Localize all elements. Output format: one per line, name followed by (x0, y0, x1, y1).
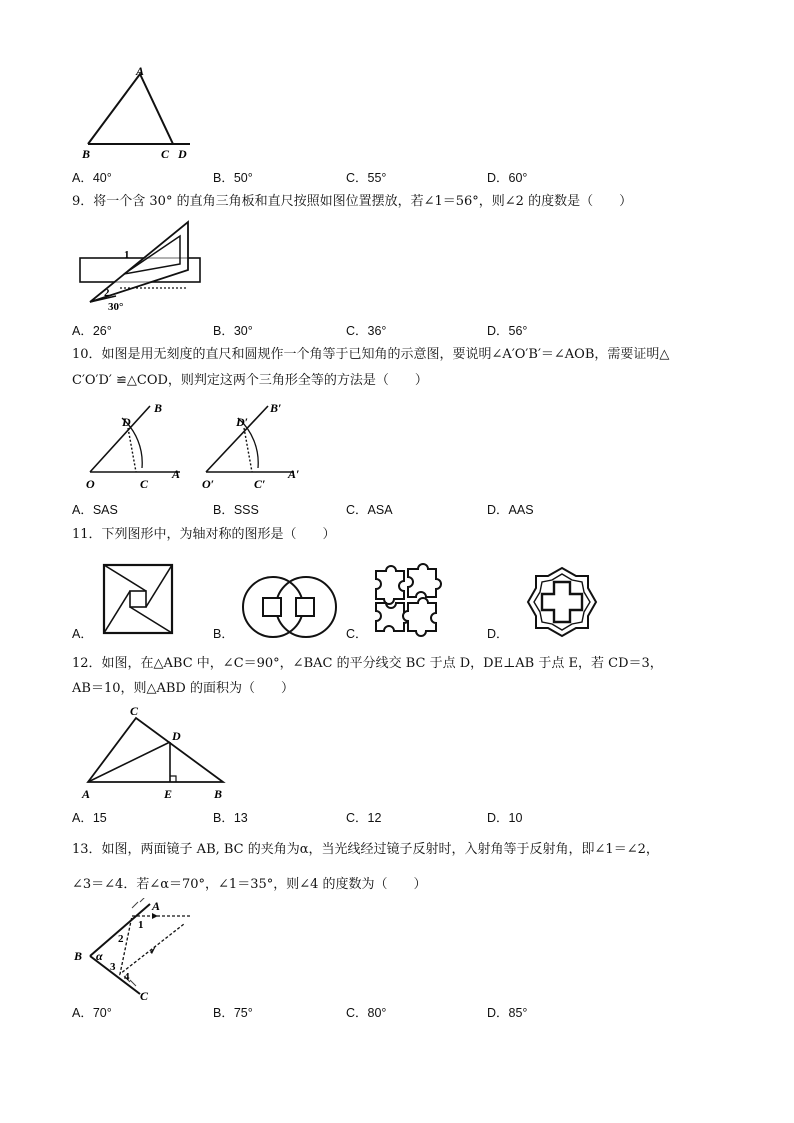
q10-label-A-prime: A′ (288, 467, 300, 481)
q11-stem: 11．下列图形中，为轴对称的图形是（ ） (72, 527, 336, 542)
q13-option-c[interactable]: C．80° (346, 1006, 387, 1020)
q11-option-d[interactable]: D． (487, 627, 509, 641)
q13-label-C: C (140, 989, 149, 1002)
q13-angle-1: 1 (138, 919, 144, 931)
q11-option-b[interactable]: B． (213, 627, 234, 641)
q10-figure-left (80, 398, 185, 494)
q13-label-A: A (152, 899, 161, 913)
q11-option-c[interactable]: C． (346, 627, 368, 641)
q11-option-a[interactable]: A． (72, 627, 93, 641)
q8-label-A: A (136, 64, 145, 78)
q12-label-E: E (164, 787, 173, 800)
q12-label-C: C (130, 704, 139, 718)
q10-stem-line2: C′O′D′ ≌△COD，则判定这两个三角形全等的方法是（ ） (72, 373, 428, 388)
q12-option-c[interactable]: C．12 (346, 811, 382, 825)
q10-label-D-prime: D′ (236, 415, 249, 429)
q13-stem-line1: 13．如图，两面镜子 AB, BC 的夹角为α，当光线经过镜子反射时，入射角等于反射角，即∠1＝∠2， (72, 842, 659, 857)
q11-figure-a-pinwheel-square (102, 563, 174, 635)
q9-option-b[interactable]: B．30° (213, 324, 253, 338)
q9-label-30: 30° (108, 301, 124, 313)
q10-label-C: C (140, 477, 149, 491)
q13-angle-2: 2 (118, 933, 124, 945)
q13-label-B: B (74, 949, 83, 963)
q10-label-D: D (122, 415, 131, 429)
q8-option-b[interactable]: B．50° (213, 171, 253, 185)
q13-option-a[interactable]: A．70° (72, 1006, 112, 1020)
q9-angle-1: 1 (124, 249, 130, 261)
q9-option-c[interactable]: C．36° (346, 324, 387, 338)
q11-figure-c-puzzle-pieces (370, 563, 444, 637)
q12-option-b[interactable]: B．13 (213, 811, 248, 825)
q9-triangle-ruler-figure (76, 218, 206, 316)
q8-label-C: C (161, 147, 170, 161)
q9-stem: 9．将一个含 30° 的直角三角板和直尺按照如图位置摆放，若∠1＝56°，则∠2 的度数是（ ） (72, 194, 633, 209)
q12-stem-line2: AB＝10，则△ABD 的面积为（ ） (72, 681, 294, 696)
q11-figure-b-two-coins (240, 573, 340, 641)
q9-option-d[interactable]: D．56° (487, 324, 528, 338)
q10-option-c[interactable]: C．ASA (346, 503, 393, 517)
q12-label-A: A (82, 787, 91, 800)
q13-option-d[interactable]: D．85° (487, 1006, 528, 1020)
q10-stem-line1: 10．如图是用无刻度的直尺和圆规作一个角等于已知角的示意图，要说明∠A′O′B′＝∠AOB，需要证明△ (72, 347, 670, 362)
q11-figure-d-cross-badge (526, 566, 598, 638)
q9-option-a[interactable]: A．26° (72, 324, 112, 338)
q8-triangle-figure (78, 62, 198, 162)
q8-option-d[interactable]: D．60° (487, 171, 528, 185)
q12-option-d[interactable]: D．10 (487, 811, 523, 825)
q13-option-b[interactable]: B．75° (213, 1006, 253, 1020)
q10-option-b[interactable]: B．SSS (213, 503, 259, 517)
q10-label-O-prime: O′ (202, 477, 215, 491)
q12-triangle-figure (78, 704, 228, 800)
q13-angle-4: 4 (124, 971, 130, 983)
q13-stem-line2: ∠3＝∠4．若∠α＝70°，∠1＝35°，则∠4 的度数为（ ） (72, 877, 427, 892)
q10-option-d[interactable]: D．AAS (487, 503, 534, 517)
q12-label-D: D (172, 729, 181, 743)
q12-label-B: B (214, 787, 223, 800)
q13-angle-3: 3 (110, 961, 116, 973)
q8-option-c[interactable]: C．55° (346, 171, 387, 185)
q8-label-D: D (178, 147, 187, 161)
q8-option-a[interactable]: A．40° (72, 171, 112, 185)
q8-label-B: B (82, 147, 91, 161)
q12-stem-line1: 12．如图，在△ABC 中，∠C＝90°，∠BAC 的平分线交 BC 于点 D，DE⊥AB 于点 E，若 CD＝3， (72, 656, 663, 671)
q9-angle-2: 2 (104, 287, 110, 299)
q10-label-O: O (86, 477, 95, 491)
q10-label-B: B (154, 401, 163, 415)
q13-mirror-figure (72, 898, 197, 1002)
q10-label-B-prime: B′ (270, 401, 282, 415)
q12-option-a[interactable]: A．15 (72, 811, 107, 825)
q10-option-a[interactable]: A．SAS (72, 503, 118, 517)
q10-figure-right (196, 398, 311, 494)
q10-label-A: A (172, 467, 181, 481)
q10-label-C-prime: C′ (254, 477, 266, 491)
q13-label-alpha: α (96, 949, 103, 963)
